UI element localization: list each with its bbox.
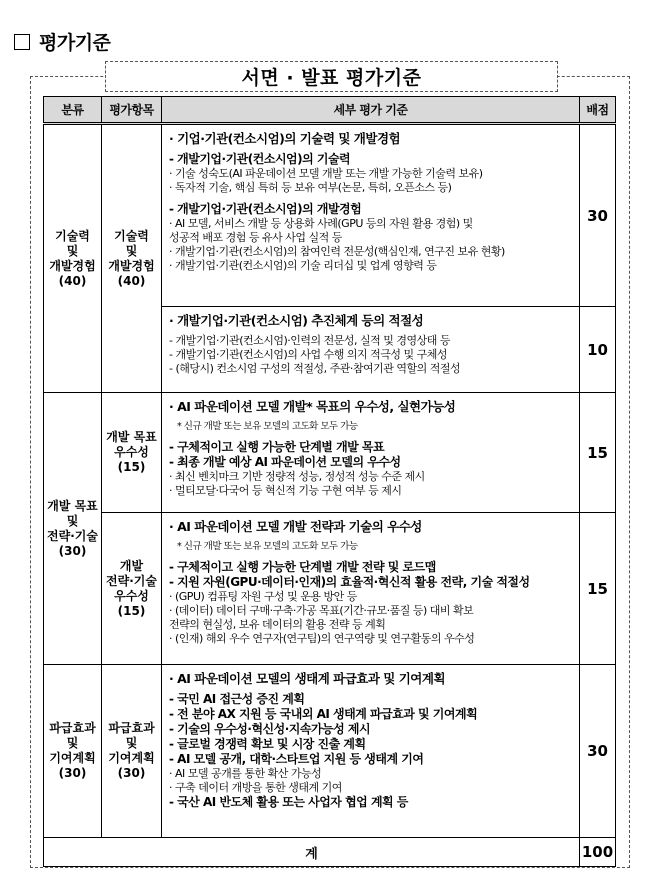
cell-line: (15) bbox=[117, 460, 146, 474]
col-header-score: 배점 bbox=[580, 97, 616, 124]
spacer bbox=[169, 433, 573, 440]
spacer bbox=[169, 195, 573, 202]
criteria-line: - AI 모델 공개, 대학·스타트업 지원 등 생태계 기여 bbox=[169, 752, 424, 766]
total-row bbox=[44, 838, 616, 867]
cell-line: 우수성 bbox=[114, 588, 149, 603]
cell-line: 개발 bbox=[119, 558, 144, 573]
checkbox-square-icon bbox=[14, 34, 30, 50]
criteria-line: 성공적 배포 경험 등 유사 사업 실적 등 bbox=[169, 231, 342, 244]
item-cell bbox=[102, 393, 162, 513]
table-row bbox=[44, 124, 616, 307]
table-row bbox=[44, 393, 616, 513]
criteria-line: · AI 파운데이션 모델 개발* 목표의 우수성, 실현가능성 bbox=[169, 399, 456, 414]
detail-cell bbox=[162, 665, 580, 838]
cell-line: 파급효과 bbox=[108, 721, 155, 735]
criteria-line: * 신규 개발 또는 보유 모델의 고도화 모두 가능 bbox=[177, 421, 358, 432]
criteria-line: - 전 분야 AX 지원 등 국내외 AI 생태계 파급효과 및 기여계획 bbox=[169, 707, 478, 721]
cell-line: (40) bbox=[117, 273, 146, 288]
cell-line: (30) bbox=[58, 543, 87, 558]
evaluation-table bbox=[43, 96, 616, 867]
criteria-line: · (인재) 해외 우수 연구자(연구팀)의 연구역량 및 연구활동의 우수성 bbox=[169, 632, 475, 645]
detail-cell bbox=[162, 307, 580, 393]
table-title: 서면 · 발표 평가기준 bbox=[105, 61, 558, 92]
criteria-line: - 국산 AI 반도체 활용 또는 사업자 협업 계획 등 bbox=[169, 795, 408, 809]
cell-line: 기술력 bbox=[114, 228, 149, 243]
criteria-line: - 개발기업·기관(컨소시엄)의 기술력 bbox=[169, 152, 351, 166]
cell-line: (30) bbox=[58, 766, 87, 780]
cell-line: 기여계획 bbox=[49, 751, 96, 765]
cell-line: 우수성 bbox=[114, 445, 149, 459]
cell-line: 및 bbox=[66, 243, 79, 258]
cell-line: 및 bbox=[125, 243, 138, 258]
criteria-line: - 개발기업·기관(컨소시엄)·인력의 전문성, 실적 및 경영상태 등 bbox=[169, 334, 451, 347]
criteria-line: · (GPU) 컴퓨팅 자원 구성 및 운용 방안 등 bbox=[169, 590, 357, 603]
total-score: 100 bbox=[580, 838, 616, 867]
table-row bbox=[44, 513, 616, 665]
item-cell bbox=[102, 665, 162, 838]
criteria-line: - 개발기업·기관(컨소시엄)의 개발경험 bbox=[169, 202, 362, 216]
cell-line: 및 bbox=[125, 736, 138, 750]
criteria-line: · 구축 데이터 개방을 통한 생태계 기여 bbox=[169, 781, 342, 794]
criteria-line: - 구체적이고 실행 가능한 단계별 개발 목표 bbox=[169, 440, 385, 454]
criteria-line: - (해당시) 컨소시엄 구성의 적절성, 주관·참여기관 역할의 적절성 bbox=[169, 362, 461, 375]
criteria-line: · 개발기업·기관(컨소시엄) 추진체계 등의 적절성 bbox=[169, 313, 424, 328]
criteria-line: 전략의 현실성, 보유 데이터의 활용 전략 등 계획 bbox=[169, 618, 386, 631]
col-header-category: 분류 bbox=[44, 97, 102, 124]
criteria-line: · 개발기업·기관(컨소시엄)의 기술 리더십 및 업계 영향력 등 bbox=[169, 259, 437, 272]
col-header-detail: 세부 평가 기준 bbox=[162, 97, 580, 124]
category-cell bbox=[44, 393, 102, 665]
criteria-line: - 최종 개발 예상 AI 파운데이션 모델의 우수성 bbox=[169, 455, 401, 469]
criteria-line: - 글로벌 경쟁력 확보 및 시장 진출 계획 bbox=[169, 737, 366, 751]
detail-cell bbox=[162, 393, 580, 513]
cell-line: 전략·기술 bbox=[47, 528, 98, 543]
criteria-line: · 최신 벤치마크 기반 정량적 성능, 정성적 성능 수준 제시 bbox=[169, 470, 425, 483]
cell-line: 및 bbox=[66, 513, 79, 528]
score-cell: 30 bbox=[580, 124, 616, 307]
score-cell: 15 bbox=[580, 393, 616, 513]
item-cell bbox=[102, 124, 162, 393]
cell-line: 전략·기술 bbox=[106, 573, 157, 588]
cell-line: 개발경험 bbox=[49, 258, 96, 273]
section-heading bbox=[14, 28, 110, 55]
cell-line: (15) bbox=[117, 603, 146, 618]
criteria-line: · AI 파운데이션 모델의 생태계 파급효과 및 기여계획 bbox=[169, 671, 446, 686]
cell-line: 개발 목표 bbox=[47, 498, 98, 513]
criteria-line: - 기술의 우수성·혁신성·지속가능성 제시 bbox=[169, 722, 371, 736]
category-cell bbox=[44, 124, 102, 393]
criteria-line: · 기업·기관(컨소시엄)의 기술력 및 개발경험 bbox=[169, 131, 401, 146]
cell-line: 개발 목표 bbox=[106, 430, 157, 444]
category-cell bbox=[44, 665, 102, 838]
criteria-line: · AI 모델 공개를 통한 확산 가능성 bbox=[169, 767, 322, 780]
criteria-line: - 국민 AI 접근성 증진 계획 bbox=[169, 692, 305, 706]
score-cell: 30 bbox=[580, 665, 616, 838]
header-row bbox=[44, 97, 616, 124]
detail-cell bbox=[162, 513, 580, 665]
cell-line: 파급효과 bbox=[49, 721, 96, 735]
criteria-line: - 구체적이고 실행 가능한 단계별 개발 전략 및 로드맵 bbox=[169, 560, 436, 574]
cell-line: (40) bbox=[58, 273, 87, 288]
score-cell: 15 bbox=[580, 513, 616, 665]
criteria-line: · AI 모델, 서비스 개발 등 상용화 사례(GPU 등의 자원 활용 경험) 및 bbox=[169, 217, 473, 230]
score-cell: 10 bbox=[580, 307, 616, 393]
criteria-line: · (데이터) 데이터 구매·구축·가공 목표(기간·규모·품질 등) 대비 확보 bbox=[169, 604, 474, 617]
criteria-line: - 개발기업·기관(컨소시엄)의 사업 수행 의지 적극성 및 구체성 bbox=[169, 348, 448, 361]
criteria-line: · 독자적 기술, 핵심 특허 등 보유 여부(논문, 특허, 오픈소스 등) bbox=[169, 181, 452, 194]
criteria-line: - 지원 자원(GPU·데이터·인재)의 효율적·혁신적 활용 전략, 기술 적절성 bbox=[169, 575, 530, 589]
section-heading-text: 평가기준 bbox=[39, 32, 111, 54]
total-label: 계 bbox=[44, 838, 580, 867]
cell-line: 개발경험 bbox=[108, 258, 155, 273]
cell-line: 및 bbox=[66, 736, 79, 750]
criteria-line: · 기술 성숙도(AI 파운데이션 모델 개발 또는 개발 가능한 기술력 보유) bbox=[169, 167, 483, 180]
criteria-line: * 신규 개발 또는 보유 모델의 고도화 모두 가능 bbox=[177, 541, 358, 552]
cell-line: (30) bbox=[117, 766, 146, 780]
table-row bbox=[44, 665, 616, 838]
item-cell bbox=[102, 513, 162, 665]
cell-line: 기술력 bbox=[55, 228, 90, 243]
criteria-line: · 멀티모달·다국어 등 혁신적 기능 구현 여부 등 제시 bbox=[169, 484, 402, 497]
criteria-line: · 개발기업·기관(컨소시엄)의 참여인력 전문성(핵심인재, 연구진 보유 현황) bbox=[169, 245, 505, 258]
detail-cell bbox=[162, 124, 580, 307]
col-header-item: 평가항목 bbox=[102, 97, 162, 124]
cell-line: 기여계획 bbox=[108, 751, 155, 765]
spacer bbox=[169, 553, 573, 560]
criteria-line: · AI 파운데이션 모델 개발 전략과 기술의 우수성 bbox=[169, 519, 422, 534]
